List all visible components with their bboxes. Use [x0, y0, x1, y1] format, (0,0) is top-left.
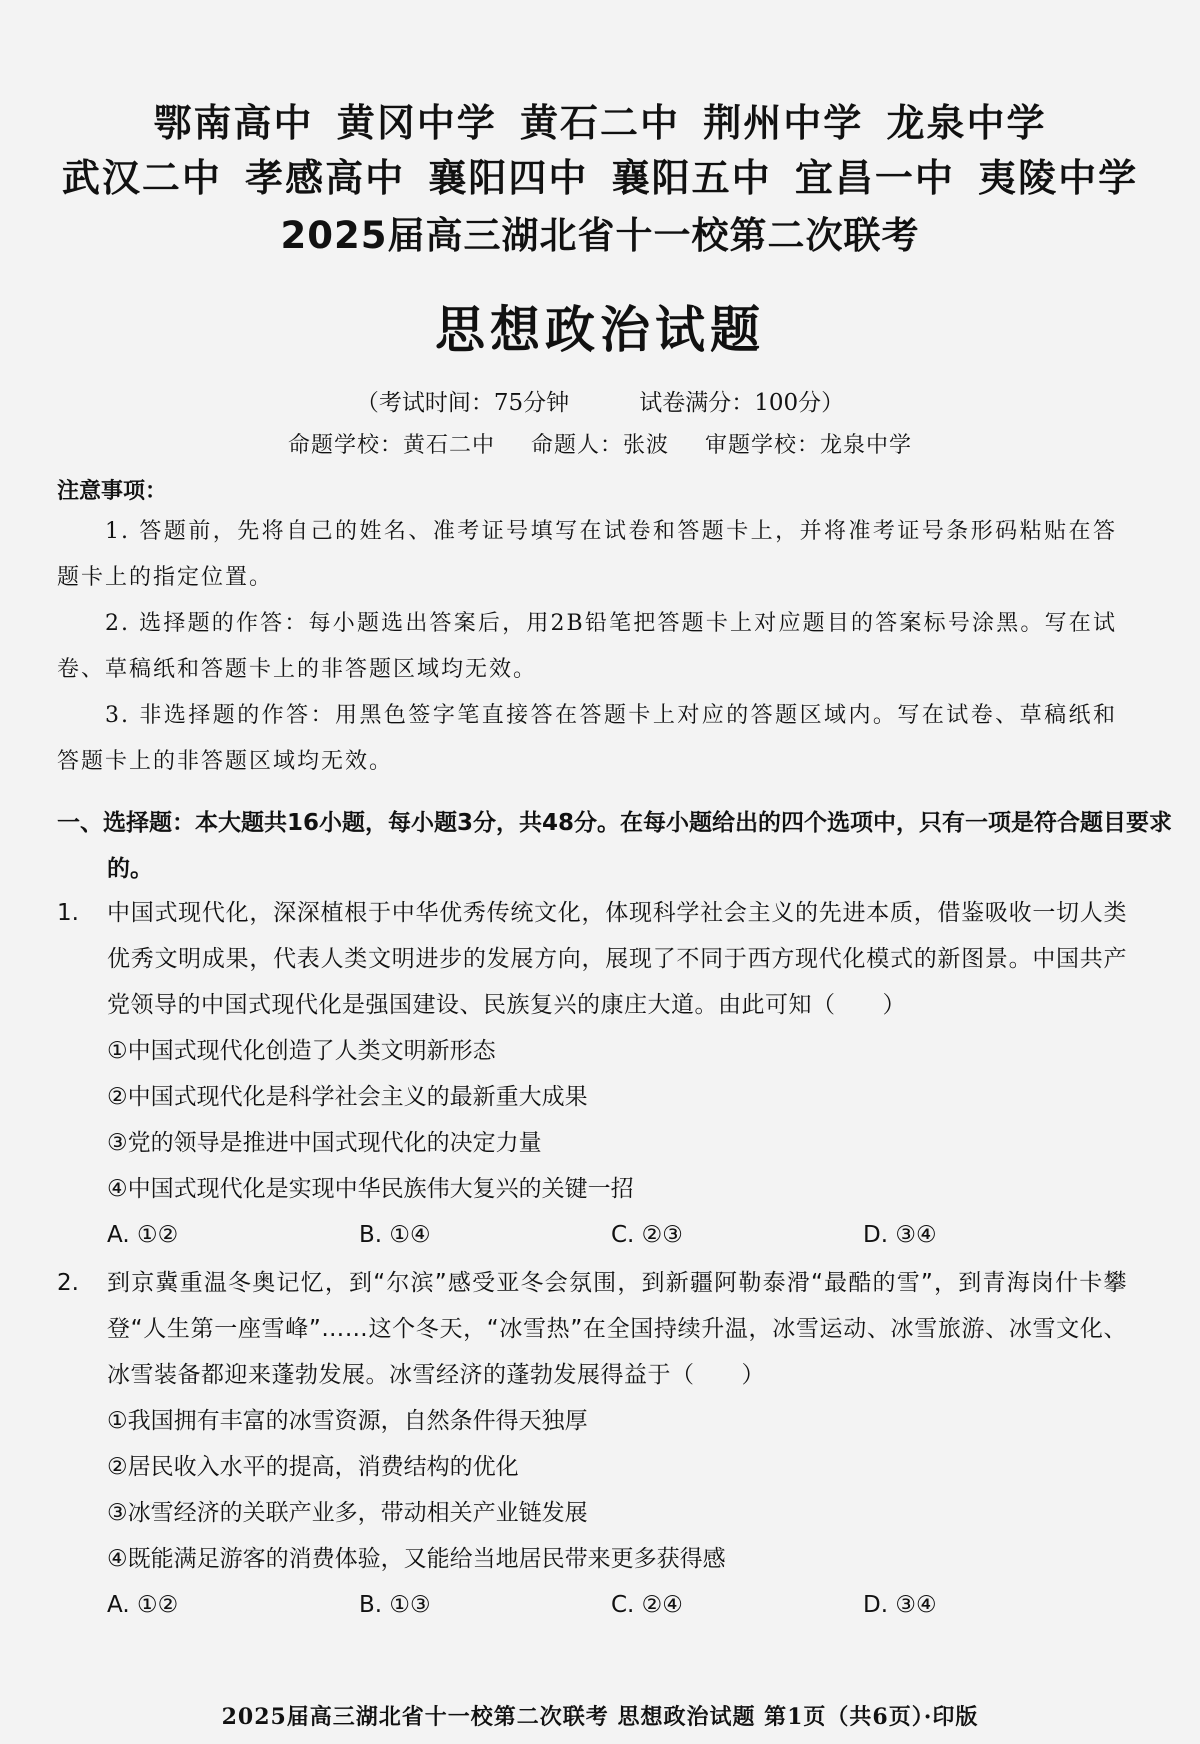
option-a: A. ①② [107, 1592, 179, 1618]
setter-name: 命题人：张波 [530, 433, 669, 458]
exam-time: （考试时间：75分钟 [355, 390, 570, 416]
question-stem: 到京冀重温冬奥记忆，到“尔滨”感受亚冬会氛围，到新疆阿勒泰滑“最酷的雪”，到青海岗什卡攀登“人生第一座雪峰”……这个冬天，“冰雪热”在全国持续升温，冰雪运动、冰雪旅游、冰雪文化、冰雪装备都迎来蓬勃发展。冰雪经济的蓬勃发展得益于（ ） [107, 1270, 1127, 1388]
full-score: 试卷满分：100分） [639, 390, 845, 416]
answer-options [107, 1212, 1127, 1258]
option-b: B. ①④ [359, 1222, 431, 1248]
notice-item-3: 3. 非选择题的作答：用黑色签字笔直接答在答题卡上对应的答题区域内。写在试卷、草稿纸和答题卡上的非答题区域均无效。 [57, 703, 1117, 774]
option-a: A. ①② [107, 1222, 179, 1248]
setter-info [0, 428, 1200, 459]
option-b: B. ①③ [359, 1592, 431, 1618]
statement-4: ④中国式现代化是实现中华民族伟大复兴的关键一招 [107, 1176, 634, 1202]
subject-title: 思想政治试题 [435, 301, 765, 359]
option-d: D. ③④ [863, 1592, 937, 1618]
schools-line-1: 鄂南高中 黄冈中学 黄石二中 荆州中学 龙泉中学 [153, 101, 1047, 145]
statement-4: ④既能满足游客的消费体验，又能给当地居民带来更多获得感 [107, 1546, 726, 1572]
reviewer-school: 审题学校：龙泉中学 [705, 433, 913, 458]
statement-3: ③冰雪经济的关联产业多，带动相关产业链发展 [107, 1500, 588, 1526]
statement-1: ①我国拥有丰富的冰雪资源，自然条件得天独厚 [107, 1408, 588, 1434]
schools-line-2: 武汉二中 孝感高中 襄阳四中 襄阳五中 宜昌一中 夷陵中学 [61, 156, 1139, 200]
section-heading: 一、选择题：本大题共16小题，每小题3分，共48分。在每小题给出的四个选项中，只有一项是符合题目要求的。 [57, 810, 1173, 882]
notice-heading: 注意事项： [57, 479, 168, 504]
option-c: C. ②④ [611, 1592, 683, 1618]
question-1 [57, 890, 1127, 1258]
notice-item-1: 1. 答题前，先将自己的姓名、准考证号填写在试卷和答题卡上，并将准考证号条形码粘贴在答题卡上的指定位置。 [57, 519, 1117, 590]
statement-2: ②居民收入水平的提高，消费结构的优化 [107, 1454, 519, 1480]
notice-item-2: 2. 选择题的作答：每小题选出答案后，用2B铅笔把答题卡上对应题目的答案标号涂黑。写在试卷、草稿纸和答题卡上的非答题区域均无效。 [57, 611, 1117, 682]
page-footer: 2025届高三湖北省十一校第二次联考 思想政治试题 第1页（共6页）·印版 [221, 1704, 979, 1730]
statement-3: ③党的领导是推进中国式现代化的决定力量 [107, 1130, 542, 1156]
answer-options [107, 1582, 1127, 1628]
exam-title: 2025届高三湖北省十一校第二次联考 [280, 214, 920, 257]
question-stem: 中国式现代化，深深植根于中华优秀传统文化，体现科学社会主义的先进本质，借鉴吸收一切人类优秀文明成果，代表人类文明进步的发展方向，展现了不同于西方现代化模式的新图景。中国共产党领导的中国式现代化是强国建设、民族复兴的康庄大道。由此可知（ ） [107, 900, 1127, 1018]
option-d: D. ③④ [863, 1222, 937, 1248]
statement-2: ②中国式现代化是科学社会主义的最新重大成果 [107, 1084, 588, 1110]
question-2 [57, 1260, 1127, 1628]
question-number: 2. [57, 1270, 79, 1296]
setter-school: 命题学校：黄石二中 [287, 433, 495, 458]
question-number: 1. [57, 900, 79, 926]
exam-time-and-score [0, 384, 1200, 417]
statement-1: ①中国式现代化创造了人类文明新形态 [107, 1038, 496, 1064]
option-c: C. ②③ [611, 1222, 683, 1248]
